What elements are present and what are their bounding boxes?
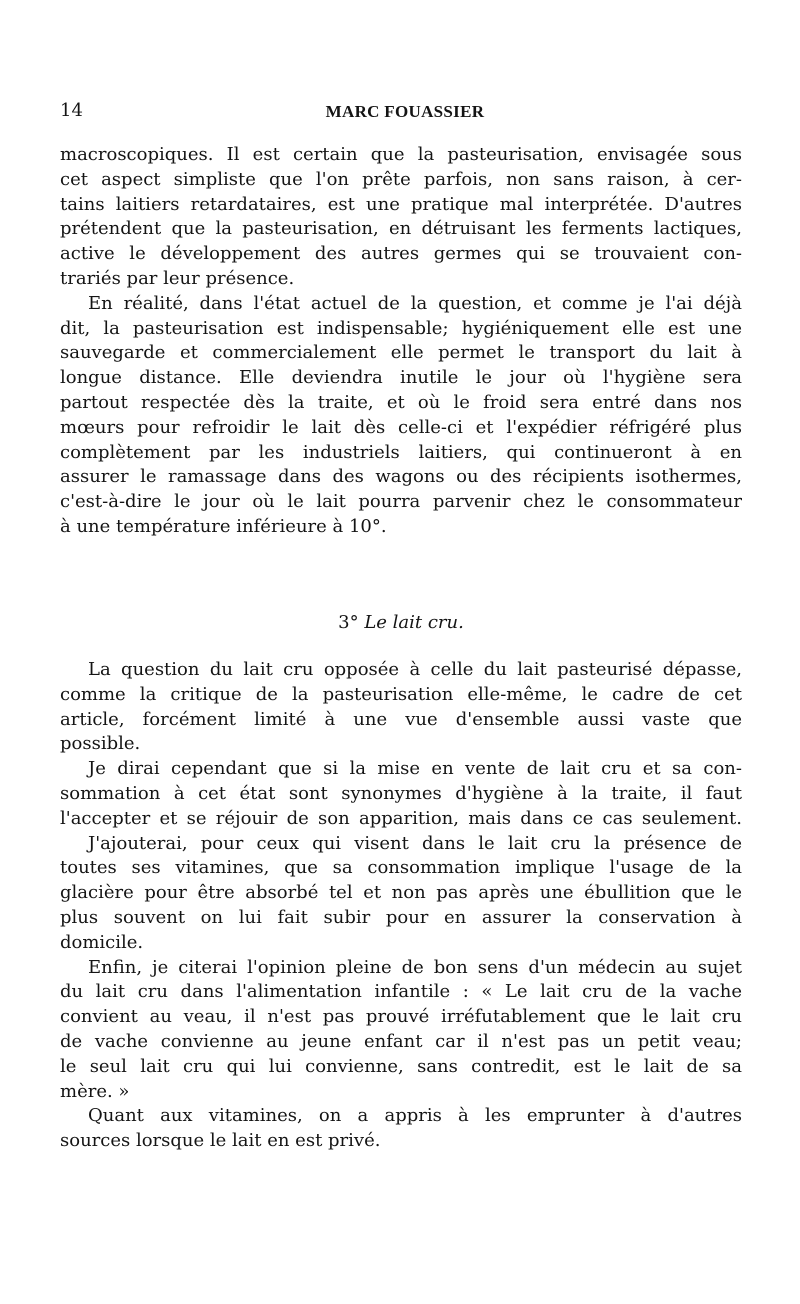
text-line: Enfin, je citerai l'opinion pleine de bon sens d'un médecin au sujet [88,956,742,978]
text-line: du lait cru dans l'alimentation infantile : « Le lait cru de la vache [60,981,742,1003]
text-block-before-heading [60,143,742,540]
text-line: Quant aux vitamines, on a appris à les emprunter à d'autres [88,1105,742,1127]
text-line: domicile. [60,931,144,953]
text-line: article, forcément limité à une vue d'ensemble aussi vaste que [60,708,742,730]
text-line: tains laitiers retardataires, est une pratique mal interprétée. D'autres [60,193,742,215]
text-line: J'ajouterai, pour ceux qui visent dans le lait cru la présence de [88,832,742,854]
text-line: cet aspect simpliste que l'on prête parfois, non sans raison, à cer- [60,168,742,190]
text-line: En réalité, dans l'état actuel de la question, et comme je l'ai déjà [88,292,742,314]
text-line: de vache convienne au jeune enfant car il n'est pas un petit veau; [60,1030,742,1052]
text-line: Je dirai cependant que si la mise en vente de lait cru et sa con- [88,758,742,780]
section-heading-number: 3° [338,612,359,633]
text-line: dit, la pasteurisation est indispensable; hygiéniquement elle est une [60,317,742,339]
page-number: 14 [60,100,83,121]
text-line: à une température inférieure à 10°. [60,515,387,537]
text-line: c'est-à-dire le jour où le lait pourra parvenir chez le consommateur [60,491,742,513]
text-line: plus souvent on lui fait subir pour en assurer la conservation à [60,906,742,928]
text-line: macroscopiques. Il est certain que la pasteurisation, envisagée sous [60,144,742,165]
running-head [60,100,750,128]
text-line: sauvegarde et commercialement elle permet le transport du lait à [60,342,742,364]
text-line: mère. » [60,1080,130,1102]
text-line: convient au veau, il n'est pas prouvé irréfutablement que le lait cru [60,1006,742,1028]
text-line: complètement par les industriels laitiers, qui continueront à en [60,441,742,463]
text-line: le seul lait cru qui lui convienne, sans contredit, est le lait de sa [60,1055,742,1077]
text-line: glacière pour être absorbé tel et non pas après une ébullition que le [60,882,742,904]
text-line: partout respectée dès la traite, et où le froid sera entré dans nos [60,391,742,413]
text-line: La question du lait cru opposée à celle du lait pasteurisé dépasse, [88,659,742,680]
text-line: trariés par leur présence. [60,267,295,289]
text-line: sources lorsque le lait en est privé. [60,1130,381,1152]
text-line: mœurs pour refroidir le lait dès celle-ci et l'expédier réfrigéré plus [60,416,742,438]
text-line: toutes ses vitamines, que sa consommation implique l'usage de la [60,857,742,879]
section-heading [60,612,742,633]
section-heading-title: Le lait cru. [364,612,464,633]
text-block-after-heading [60,658,742,1154]
running-head-author: MARC FOUASSIER [325,102,485,121]
text-line: l'accepter et se réjouir de son apparition, mais dans ce cas seulement. [60,807,742,829]
text-line: comme la critique de la pasteurisation elle-même, le cadre de cet [60,683,742,705]
text-line: active le développement des autres germes qui se trouvaient con- [60,243,742,265]
text-line: possible. [60,733,141,755]
text-line: longue distance. Elle deviendra inutile le jour où l'hygiène sera [60,367,742,389]
text-line: prétendent que la pasteurisation, en détruisant les ferments lactiques, [60,218,742,240]
text-line: sommation à cet état sont synonymes d'hygiène à la traite, il faut [60,782,742,804]
text-line: assurer le ramassage dans des wagons ou des récipients isothermes, [60,466,742,488]
